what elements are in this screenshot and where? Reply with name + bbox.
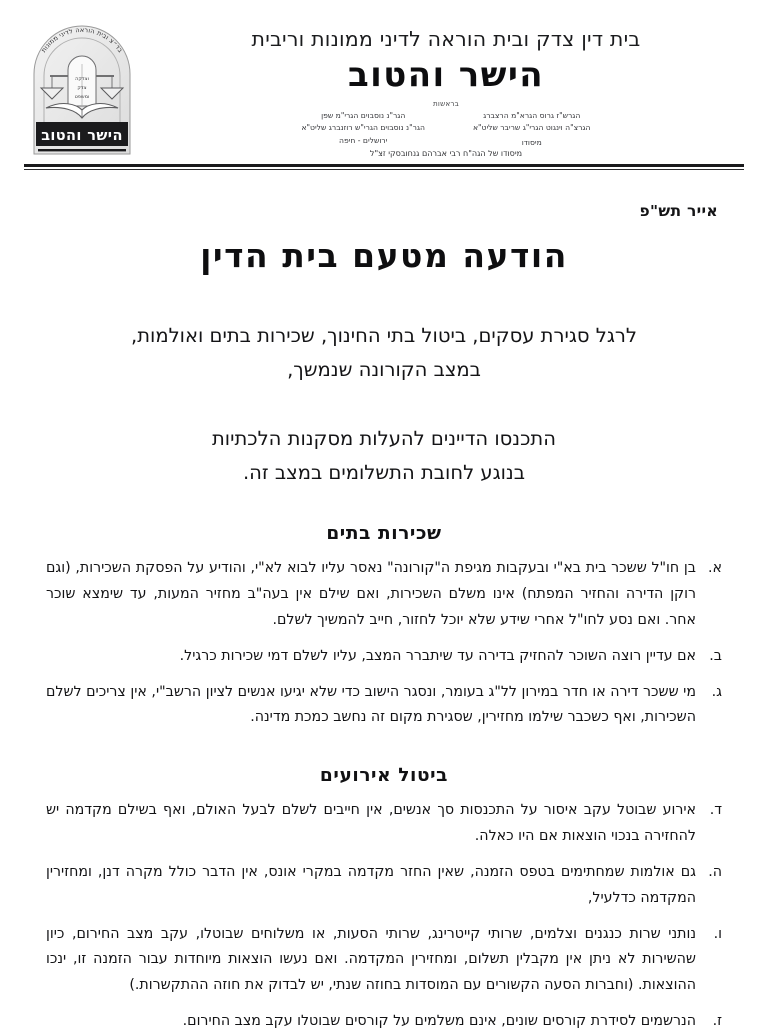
clause-item [46,644,722,670]
masthead [0,0,768,160]
lead2-line-1: התכנסו הדיינים להעלות מסקנות הלכתיות [211,427,556,451]
dayan-name-line: הגר"נ נוסבוים הגרי"ש רוזנברג שליט"א [301,122,425,132]
organization-name: הישר והטוב [348,54,544,95]
clause-item [46,860,722,912]
dayan-name-line: הגרצ"ה וינגוט הגרי"ג שריבר שליט"א [472,122,591,132]
clause-marker: ה. [708,863,722,880]
clause-text: אם עדיין רוצה השוכר להחזיק בדירה עד שיתברר המצב, עליו לשלם דמי שכירות כרגיל. [179,647,696,664]
clause-marker: ד. [709,802,722,819]
clause-marker: ב. [709,647,722,664]
clause-item [46,798,722,850]
organization-logo [26,14,138,164]
logo-arch-text: בד״צ ובית הוראה לדיני ממונות [39,25,125,55]
clause-marker: ג. [711,683,722,700]
logo-emblem-svg [26,14,138,164]
clause-text: גם אולמות שמחתימים בטפס הזמנה, שאין החזר מקדמה במקרי אונס, אין הדבר כולל מקרה דנן, ומחזירין המקדמה כדלעיל, [46,863,696,906]
clause-text: אירוע שבוטל עקב איסור על התכנסות סך אנשים, אין חייבים לשלם לבעל האולם, ואף בשילם מקדמה יש להחזירה בנכוי הוצאות אם היו כאלה. [46,802,696,845]
document-content [0,170,768,1035]
dayanim-columns [150,110,742,148]
logo-tablet-line-1: וצדקה [75,76,89,82]
clause-list [46,798,722,1035]
dayan-name-line: הגר"נ נוסבוים הגרי"מ שפן [321,111,406,121]
clause-marker: ז. [712,1013,722,1030]
clause-marker: א. [708,560,722,577]
clause-text: נותני שרות כנגנים וצלמים, שרותי קייטרינג, שרותי הסעות, או משלוחים שבוטלו, עקב מצב החירום, כיון שהשירות לא ניתן אין מקבלין תשלום, ומחזירין המקדמה. ואם נעשו הוצאות מיוחדות עבור הזמנה זו, ינכו ההוצאות. (וחברות הסעה הקשורים עם המוסדות בחוזה שנתי, יש לבדוק את חוזה ההתקשרות.) [46,925,696,994]
logo-tablet-line-2: צדק [77,85,87,91]
section-title: שכירות בתים [326,523,442,545]
clause-item [46,1009,722,1035]
dayanim-column-left [473,110,591,148]
lead-line-2: במצב הקורונה שנמשך, [287,357,481,381]
founder-label: מיסודו [521,137,542,147]
dayanim-city: ירושלים - חיפה [339,135,388,145]
header-divider-thick [24,164,744,167]
lead2-line-2: בנוגע לחובת התשלומים במצב זה. [242,460,526,484]
section-event-cancellations [46,765,722,1035]
founder-credit: מיסודו של הגה"ח רבי אברהם גנחובסקי זצ"ל [369,149,523,159]
lead-paragraph-secondary [84,422,684,489]
document-date: אייר תש"פ [639,202,718,220]
clause-item [46,680,722,732]
masthead-text-block [144,14,742,158]
page-title: הודעה מטעם בית הדין [200,236,568,275]
clause-text: בן חו"ל ששכר בית בא"י ובעקבות מגיפת ה"קורונה" נאסר עליו לבוא לא"י, והודיע על הפסקת השכירות, (וגם רוקן הדירה והחזיר המפתח) אינו משלם השכירות, ואם שילם אין בעה"ב מחזיר המעות, עד שימצא שוכר אחר. ואם נסע לחו"ל אחרי שידע שלא יוכל לחזור, חייב להמשיך לשלם. [46,560,696,628]
clause-marker: ו. [713,925,722,942]
dayan-name-line: הגרש"ז גרוס הגרא"מ הרצברג [483,111,581,121]
lead-line-1: לרגל סגירת עסקים, ביטול בתי החינוך, שכירות בתים ואולמות, [131,324,637,347]
clause-list [46,556,722,731]
section-rental-homes [46,523,722,731]
clause-item [46,556,722,634]
section-title: ביטול אירועים [319,765,449,787]
logo-tablet-line-3: ומשפט [74,94,90,100]
clause-item [46,922,722,1000]
clause-text: מי ששכר דירה או חדר במירון לל"ג בעומר, ונסגר הישוב כדי שלא יגיעו אנשים לציון הרשב"י, אין צריכים לשלם השכירות, ואף כשכבר שילמו מחזירין, שסגירת מקום זה נחשב כמכת מדינה. [46,683,696,726]
lead-paragraph [84,319,684,386]
logo-banner-text: הישר והטוב [41,128,123,144]
dayanim-column-right [301,110,424,148]
clause-text: הנרשמים לסידרת קורסים שונים, אינם משלמים על קורסים שבוטלו עקב מצב החירום. [182,1013,696,1030]
organization-subtitle: בית דין צדק ובית הוראה לדיני ממונות וריבית [251,27,641,51]
dayanim-label: בראשות [433,99,459,109]
